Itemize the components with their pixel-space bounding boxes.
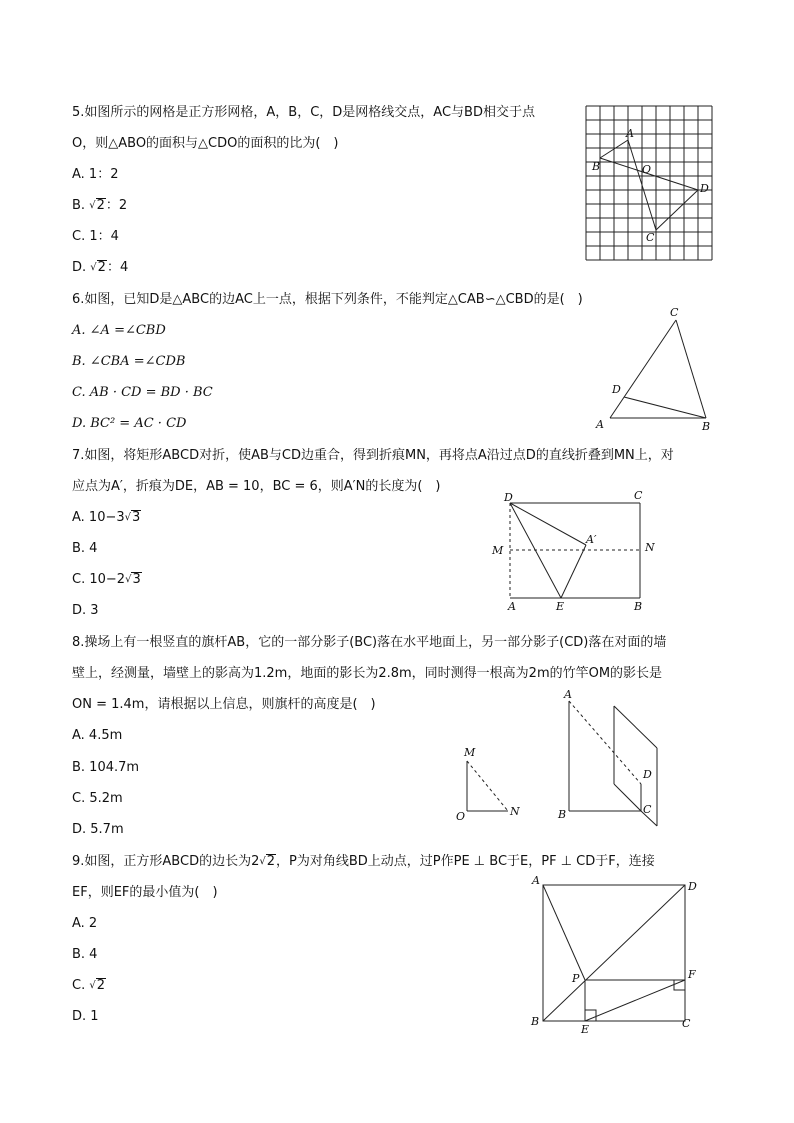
q7-option-a: A. 10−3√3 [72,510,141,525]
q8-label-m: M [464,746,476,759]
q7-stem-line1: 7.如图，将矩形ABCD对折，使AB与CD边重合，得到折痕MN，再将点A沿过点D的直线折叠到MN上，对 [72,448,674,463]
q7-rectangle-figure [488,488,668,616]
q9-option-c: C. √2 [72,978,105,993]
q9-option-a: A. 2 [72,916,98,931]
q6-option-b: B. ∠CBA =∠CDB [72,354,186,369]
q6-label-a: A [596,418,604,431]
q8-label-c: C [643,803,652,816]
q8-option-b: B. 104.7m [72,760,140,775]
q9-stem-line2: EF，则EF的最小值为( ) [72,885,218,900]
q7-label-n: N [645,541,655,554]
q8-stem-line2: 壁上，经测量，墙壁上的影高为1.2m，地面的影长为2.8m，同时测得一根高为2m的竹竿OM的影长是 [72,666,663,681]
q7-label-a: A [508,600,516,613]
q9-label-d: D [688,880,697,893]
q7-label-d: D [504,491,513,504]
q9-option-b: B. 4 [72,947,98,962]
q9-label-a: A [532,874,540,887]
q8-option-a: A. 4.5m [72,728,123,743]
q5-option-a: A. 1：2 [72,167,119,182]
q5-label-a: A [626,127,634,140]
q6-option-c: C. AB · CD = BD · BC [72,385,213,400]
q7-option-b: B. 4 [72,541,98,556]
q7-label-b: B [634,600,643,613]
q9-square-figure [528,872,703,1037]
q5-stem-line2: O，则△ABO的面积与△CDO的面积的比为( ) [72,136,339,151]
q7-label-a-prime: A′ [586,533,597,546]
q9-label-c: C [682,1017,691,1030]
q6-label-c: C [670,306,679,319]
q7-stem-line2: 应点为A′，折痕为DE，AB = 10，BC = 6，则A′N的长度为( ) [72,479,441,494]
q9-label-f: F [688,968,696,981]
q6-option-a: A. ∠A =∠CBD [72,323,166,338]
q8-label-a: A [564,688,572,701]
q9-option-d: D. 1 [72,1009,99,1024]
q5-grid-figure [586,106,722,266]
q6-label-d: D [612,383,621,396]
q8-label-o: O [456,810,466,823]
q8-label-n: N [510,805,520,818]
q5-stem-line1: 5.如图所示的网格是正方形网格，A，B，C，D是网格线交点，AC与BD相交于点 [72,105,535,120]
q6-option-d: D. BC² = AC · CD [72,416,187,431]
q6-label-b: B [702,420,711,433]
q5-label-c: C [646,231,655,244]
q7-option-d: D. 3 [72,603,99,618]
q8-option-d: D. 5.7m [72,822,124,837]
q9-label-p: P [572,972,580,985]
q9-stem-line1: 9.如图，正方形ABCD的边长为2√2，P为对角线BD上动点，过P作PE ⊥ BC于E，PF ⊥ CD于F，连接 [72,854,655,869]
q5-option-d: D. √2：4 [72,260,129,275]
q9-label-b: B [531,1015,540,1028]
q7-label-m: M [492,544,504,557]
q5-label-d: D [700,182,709,195]
q5-label-o: O [642,163,652,176]
q8-label-d: D [643,768,652,781]
q9-label-e: E [581,1023,590,1036]
q7-label-c: C [634,489,643,502]
q5-label-b: B [592,160,601,173]
q5-option-c: C. 1：4 [72,229,119,244]
q8-label-b: B [558,808,567,821]
q6-stem-line1: 6.如图，已知D是△ABC的边AC上一点，根据下列条件，不能判定△CAB∽△CBD的是( ) [72,292,583,307]
q5-option-b: B. √2：2 [72,198,128,213]
q7-label-e: E [556,600,565,613]
q8-flagpole-figure [452,686,672,831]
q8-stem-line1: 8.操场上有一根竖直的旗杆AB，它的一部分影子(BC)落在水平地面上，另一部分影子(CD)落在对面的墙 [72,635,667,650]
q6-triangle-figure [590,300,720,435]
q8-option-c: C. 5.2m [72,791,123,806]
q7-option-c: C. 10−2√3 [72,572,141,587]
q8-stem-line3: ON = 1.4m，请根据以上信息，则旗杆的高度是( ) [72,697,376,712]
